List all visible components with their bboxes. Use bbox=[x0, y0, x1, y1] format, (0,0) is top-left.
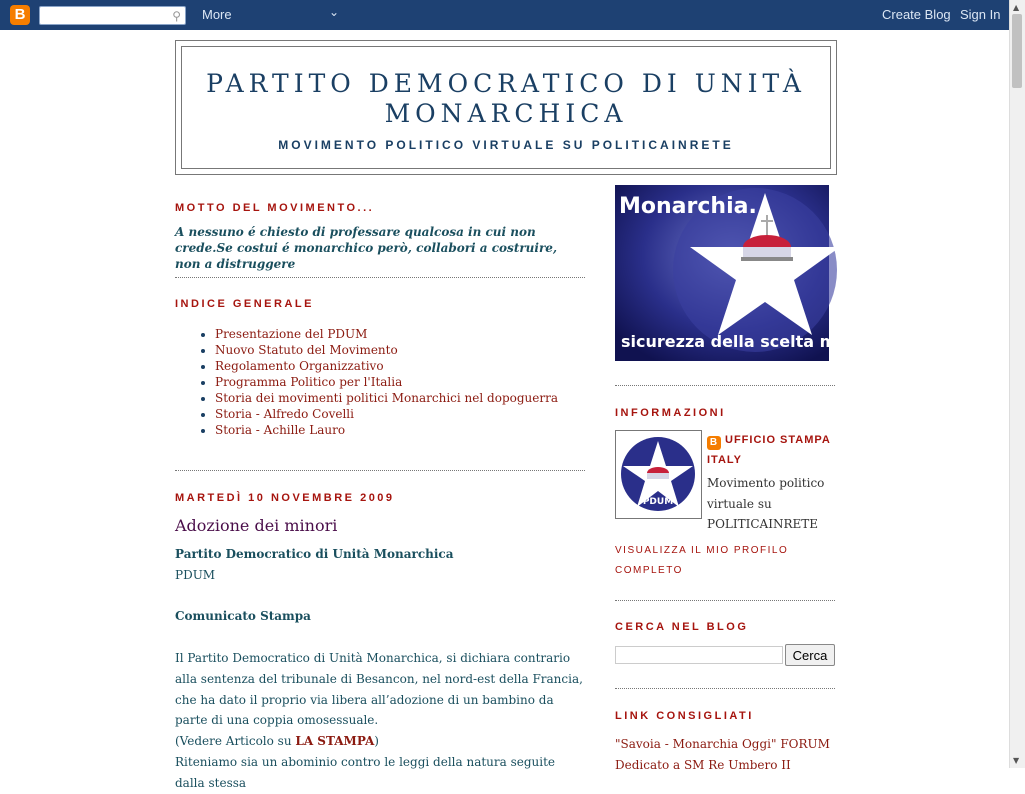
blog-title[interactable]: PARTITO DEMOCRATICO DI UNITÀ MONARCHICA bbox=[206, 69, 806, 128]
indice-item[interactable]: • Storia - Achille Lauro bbox=[215, 422, 558, 438]
search-button[interactable]: Cerca bbox=[785, 644, 835, 666]
monarchia-banner-image[interactable] bbox=[615, 185, 901, 361]
motto-text: A nessuno é chiesto di professare qualcosa in cui non crede.Se costui é monarchico però, collabori a costruire, non a distruggere bbox=[175, 225, 558, 271]
profile-name-link[interactable]: B UFFICIO STAMPA ITALY bbox=[707, 434, 831, 466]
post-heading: Comunicato Stampa bbox=[175, 609, 311, 624]
post-reference: (Vedere Articolo su LA STAMPA) bbox=[175, 734, 379, 749]
scroll-up-icon[interactable]: ▲ bbox=[1013, 3, 1020, 12]
indice-item[interactable]: • Regolamento Organizzativo bbox=[215, 358, 558, 374]
profile-photo[interactable] bbox=[615, 430, 702, 519]
indice-list bbox=[175, 326, 558, 438]
link-item[interactable]: "Savoia - Monarchia Oggi" FORUM bbox=[615, 737, 830, 751]
post-org: Partito Democratico di Unità Monarchica bbox=[175, 547, 454, 561]
blank-line bbox=[175, 586, 585, 607]
svg-text:PDUM: PDUM bbox=[642, 497, 674, 507]
sign-in-link[interactable]: Sign In bbox=[960, 7, 1001, 22]
blog-header-inner bbox=[181, 46, 831, 169]
banner-text-top: Monarchia. bbox=[619, 194, 757, 219]
divider bbox=[175, 470, 585, 471]
link-item[interactable]: Dedicato a SM Re Umbero II bbox=[615, 758, 791, 772]
indice-title: INDICE GENERALE bbox=[175, 298, 314, 310]
blog-description: MOVIMENTO POLITICO VIRTUALE SU POLITICAINRETE bbox=[278, 138, 734, 152]
post-body bbox=[175, 544, 585, 794]
blogger-logo-icon[interactable]: B bbox=[10, 5, 30, 25]
divider bbox=[615, 688, 835, 689]
divider bbox=[615, 600, 835, 601]
scroll-down-icon[interactable]: ▼ bbox=[1013, 756, 1020, 765]
more-menu[interactable]: More bbox=[202, 7, 232, 22]
indice-item[interactable]: • Presentazione del PDUM bbox=[215, 326, 558, 342]
indice-item[interactable]: • Nuovo Statuto del Movimento bbox=[215, 342, 558, 358]
blog-header bbox=[175, 40, 837, 175]
motto-title: MOTTO DEL MOVIMENTO... bbox=[175, 202, 375, 214]
view-full-profile-link[interactable]: VISUALIZZA IL MIO PROFILO COMPLETO bbox=[615, 545, 789, 576]
info-title: INFORMAZIONI bbox=[615, 407, 726, 419]
indice-item[interactable]: • Storia dei movimenti politici Monarchici nel dopoguerra bbox=[215, 390, 558, 406]
create-blog-link[interactable]: Create Blog bbox=[882, 7, 951, 22]
scrollbar-thumb[interactable] bbox=[1012, 14, 1022, 88]
post-org-short: PDUM bbox=[175, 567, 216, 582]
blank-line bbox=[175, 627, 585, 648]
links-title: LINK CONSIGLIATI bbox=[615, 710, 754, 722]
divider bbox=[615, 385, 835, 386]
scrollbar[interactable] bbox=[1009, 0, 1025, 768]
indice-item[interactable]: • Storia - Alfredo Covelli bbox=[215, 406, 558, 422]
indice-item[interactable]: • Programma Politico per l'Italia bbox=[215, 374, 558, 390]
divider bbox=[175, 277, 585, 278]
links-list bbox=[615, 734, 835, 776]
la-stampa-link[interactable]: LA STAMPA bbox=[295, 734, 375, 749]
search-title: CERCA NEL BLOG bbox=[615, 621, 749, 633]
banner-text-bottom: sicurezza della scelta migliore. bbox=[621, 332, 901, 351]
post-last-line: Riteniamo sia un abominio contro le leggi della natura seguite dalla stessa bbox=[175, 754, 556, 790]
search-icon[interactable]: ⚲ bbox=[172, 9, 181, 23]
chevron-down-icon[interactable]: ⌄ bbox=[329, 5, 340, 19]
blogger-navbar bbox=[0, 0, 1009, 30]
blog-search-input[interactable] bbox=[615, 646, 783, 664]
profile-description: Movimento politico virtuale su POLITICAINRETE bbox=[707, 476, 825, 531]
navbar-search-input[interactable] bbox=[39, 6, 186, 25]
post-date: MARTEDÌ 10 NOVEMBRE 2009 bbox=[175, 492, 395, 504]
blogger-icon: B bbox=[707, 436, 721, 450]
post-title[interactable]: Adozione dei minori bbox=[175, 516, 338, 535]
post-paragraph: Il Partito Democratico di Unità Monarchica, si dichiara contrario alla sentenza del tribunale di Besancon, nel nord-est della Francia, che ha dato il proprio via libera all’adozione di un bambino da parte di una coppia omosessuale. bbox=[175, 650, 583, 728]
